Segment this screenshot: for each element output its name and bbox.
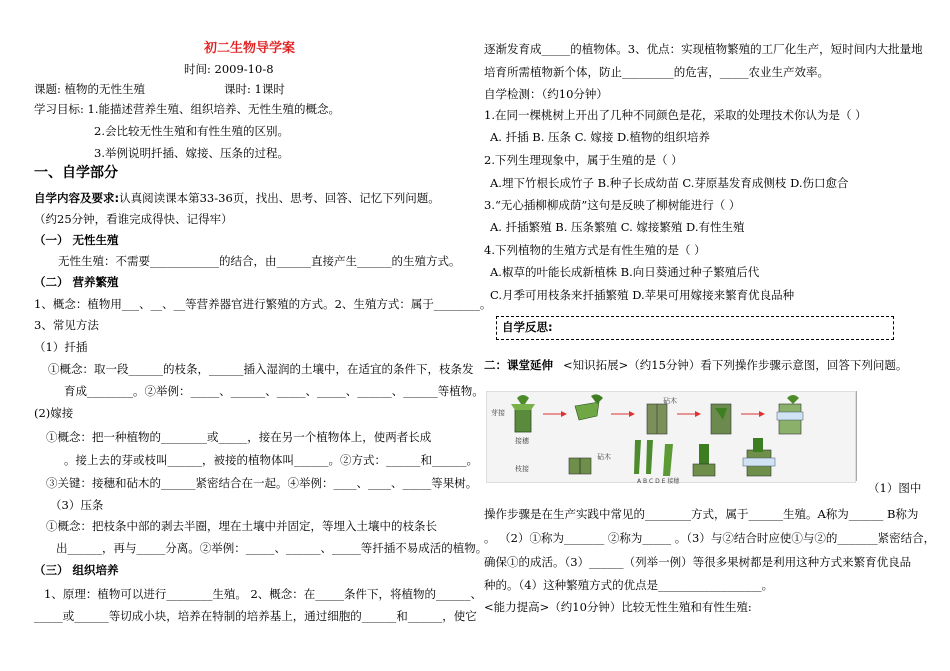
requirement-label: 自学内容及要求: xyxy=(34,191,120,205)
page-title: 初二生物导学案 xyxy=(204,41,296,56)
question-3-options: A. 扦插繁殖 B. 压条繁殖 C. 嫁接繁殖 D.有性生殖 xyxy=(490,220,745,234)
question-4-options-cd: C.月季可用枝条来扦插繁殖 D.苹果可用嫁接来繁育优良品种 xyxy=(490,288,795,302)
branch-graft-wrapped xyxy=(743,438,775,476)
answer-line-1: 操作步骤是在生产实践中常见的________方式，属于______生殖。A称为______ B称为 xyxy=(484,507,919,521)
figure-caption-stock-bottom: 砧木 xyxy=(597,453,611,461)
requirement-line xyxy=(34,191,440,205)
figure-caption-scion: 接穗 xyxy=(515,437,529,445)
branch-graft-scions xyxy=(634,440,673,476)
bud-graft-wrapped xyxy=(777,395,803,434)
layering-line-1: ①概念：把枝条中部的剥去半圈，埋在土壤中并固定，等埋入土壤中的枝条长 xyxy=(46,519,437,533)
figure-label-bud: 芽接 xyxy=(491,409,505,417)
grafting-line-2: 。接上去的芽或枝叫______，被接的植物体叫______。②方式：______和______。 xyxy=(64,453,478,467)
topic-line: 课题: 植物的无性生殖 xyxy=(34,82,146,96)
requirement-time: （约25分钟，看谁完成得快、记得牢） xyxy=(34,212,233,226)
extension-line xyxy=(484,358,907,372)
cutting-heading: （1）扦插 xyxy=(34,340,88,354)
question-1-options: A. 扦插 B. 压条 C. 嫁接 D.植物的组织培养 xyxy=(490,130,711,144)
subsection-tissue-culture: （三） 组织培养 xyxy=(34,563,119,577)
subsection-vegetative: （二） 营养繁殖 xyxy=(34,275,119,289)
requirement-text: 认真阅读课本第33-36页，找出、思考、回答、记忆下列问题。 xyxy=(119,191,440,205)
hours-line: 课时: 1课时 xyxy=(224,82,285,96)
goal-2: 2.会比较无性生殖和有性生殖的区别。 xyxy=(94,124,289,138)
tissue-line-2: _____或______等切成小块，培养在特制的培养基上，通过细胞的______和______，使它 xyxy=(34,609,477,623)
figure-caption-stock-top: 砧木 xyxy=(663,397,677,405)
reflection-box xyxy=(496,316,894,340)
layering-line-2: 出______，再与_____分离。②举例：_____、______、_____等扦插不易成活的植物。 xyxy=(56,541,488,555)
bud-graft-stock-3 xyxy=(711,404,731,434)
cutting-line-1: ①概念：取一段______的枝条，______插入湿润的土壤中，在适宜的条件下，枝条发 xyxy=(48,362,474,376)
answer-line-3: 确保①的成活。（3）______（列举一例）等很多果树都是利用这种方式来繁育优良品 xyxy=(484,555,912,569)
grafting-line-3: ③关键：接穗和砧木的______紧密结合在一起。④举例：____、____、_____等果树。 xyxy=(46,476,478,490)
extension-text: <知识拓展>（约15分钟）看下列操作步骤示意图，回答下列问题。 xyxy=(563,358,908,372)
goal-3: 3.举例说明扦插、嫁接、压条的过程。 xyxy=(94,146,289,160)
figure-divider xyxy=(856,391,857,481)
self-check-heading: 自学检测：（约10分钟） xyxy=(484,87,608,101)
section-self-study: 一、自学部分 xyxy=(34,165,118,181)
question-4-options-ab: A.椒草的叶能长成新植株 B.向日葵通过种子繁殖后代 xyxy=(490,265,760,279)
question-3: 3.“无心插柳柳成荫”这句是反映了柳树能进行（ ） xyxy=(484,198,741,212)
subsection-asexual: （一） 无性生殖 xyxy=(34,233,119,247)
common-methods: 3、常见方法 xyxy=(34,318,99,332)
answer-line-2: 。 （2）①称为_______ ②称为_____ 。（3）与②结合时应使①与②的_______紧密结合， xyxy=(484,531,936,545)
bud-graft-stock-1 xyxy=(511,395,535,432)
asexual-definition: 无性生殖：不需要____________的结合，由______直接产生______的生殖方式。 xyxy=(58,254,461,268)
grafting-diagram xyxy=(486,391,856,483)
bud-graft-stock-2 xyxy=(647,404,667,434)
extension-label: 二：课堂延伸 xyxy=(484,358,553,372)
tissue-line-4: 培育所需植物新个体，防止_________的危害，_____农业生产效率。 xyxy=(484,65,829,79)
date-line: 时间: 2009-10-8 xyxy=(184,62,274,76)
goal-1: 学习目标: 1.能描述营养生殖、组织培养、无性生殖的概念。 xyxy=(34,102,340,116)
question-2: 2.下列生理现象中，属于生殖的是（ ） xyxy=(484,153,683,167)
figure-label-branch: 枝接 xyxy=(515,465,529,473)
branch-graft-stock xyxy=(569,458,591,474)
grafting-line-1: ①概念：把一种植物的________或_____，接在另一个植物体上，使两者长成 xyxy=(46,430,432,444)
cutting-line-2: 育成________。②举例：_____、______、_____、_____、______、______等植物。 xyxy=(64,384,484,398)
question-1: 1.在同一棵桃树上开出了几种不同颜色是花，采取的处理技术你认为是（ ） xyxy=(484,108,867,122)
bud-graft-scion xyxy=(575,394,603,420)
layering-heading: （3）压条 xyxy=(50,498,104,512)
question-2-options: A.埋下竹根长成竹子 B.种子长成幼苗 C.芽原基发育成侧枝 D.伤口愈合 xyxy=(490,176,849,190)
tissue-line-3: 逐渐发育成_____的植物体。3、优点：实现植物繁殖的工厂化生产，短时间内大批量地 xyxy=(484,42,923,56)
branch-graft-joined xyxy=(693,444,715,476)
answer-line-4: 种的。（4）这种繁殖方式的优点是__________________。 xyxy=(484,578,774,592)
question-4: 4.下列植物的生殖方式是有性生殖的是（ ） xyxy=(484,243,706,257)
ability-heading: <能力提高>（约10分钟）比较无性生殖和有性生殖: xyxy=(484,600,752,614)
figure-caption-letters: A B C D E 接穗 xyxy=(637,478,680,485)
reflection-label: 自学反思: xyxy=(502,320,553,334)
figure-note: （1）图中 xyxy=(868,481,922,495)
vegetative-concept: 1、概念：植物用___、__、__等营养器官进行繁殖的方式。2、生殖方式：属于________。 xyxy=(34,297,492,311)
tissue-line-1: 1、原理：植物可以进行________生殖。 2、概念：在_____条件下，将植物的______、 xyxy=(44,587,483,601)
grafting-heading: (2)嫁接 xyxy=(34,406,74,420)
